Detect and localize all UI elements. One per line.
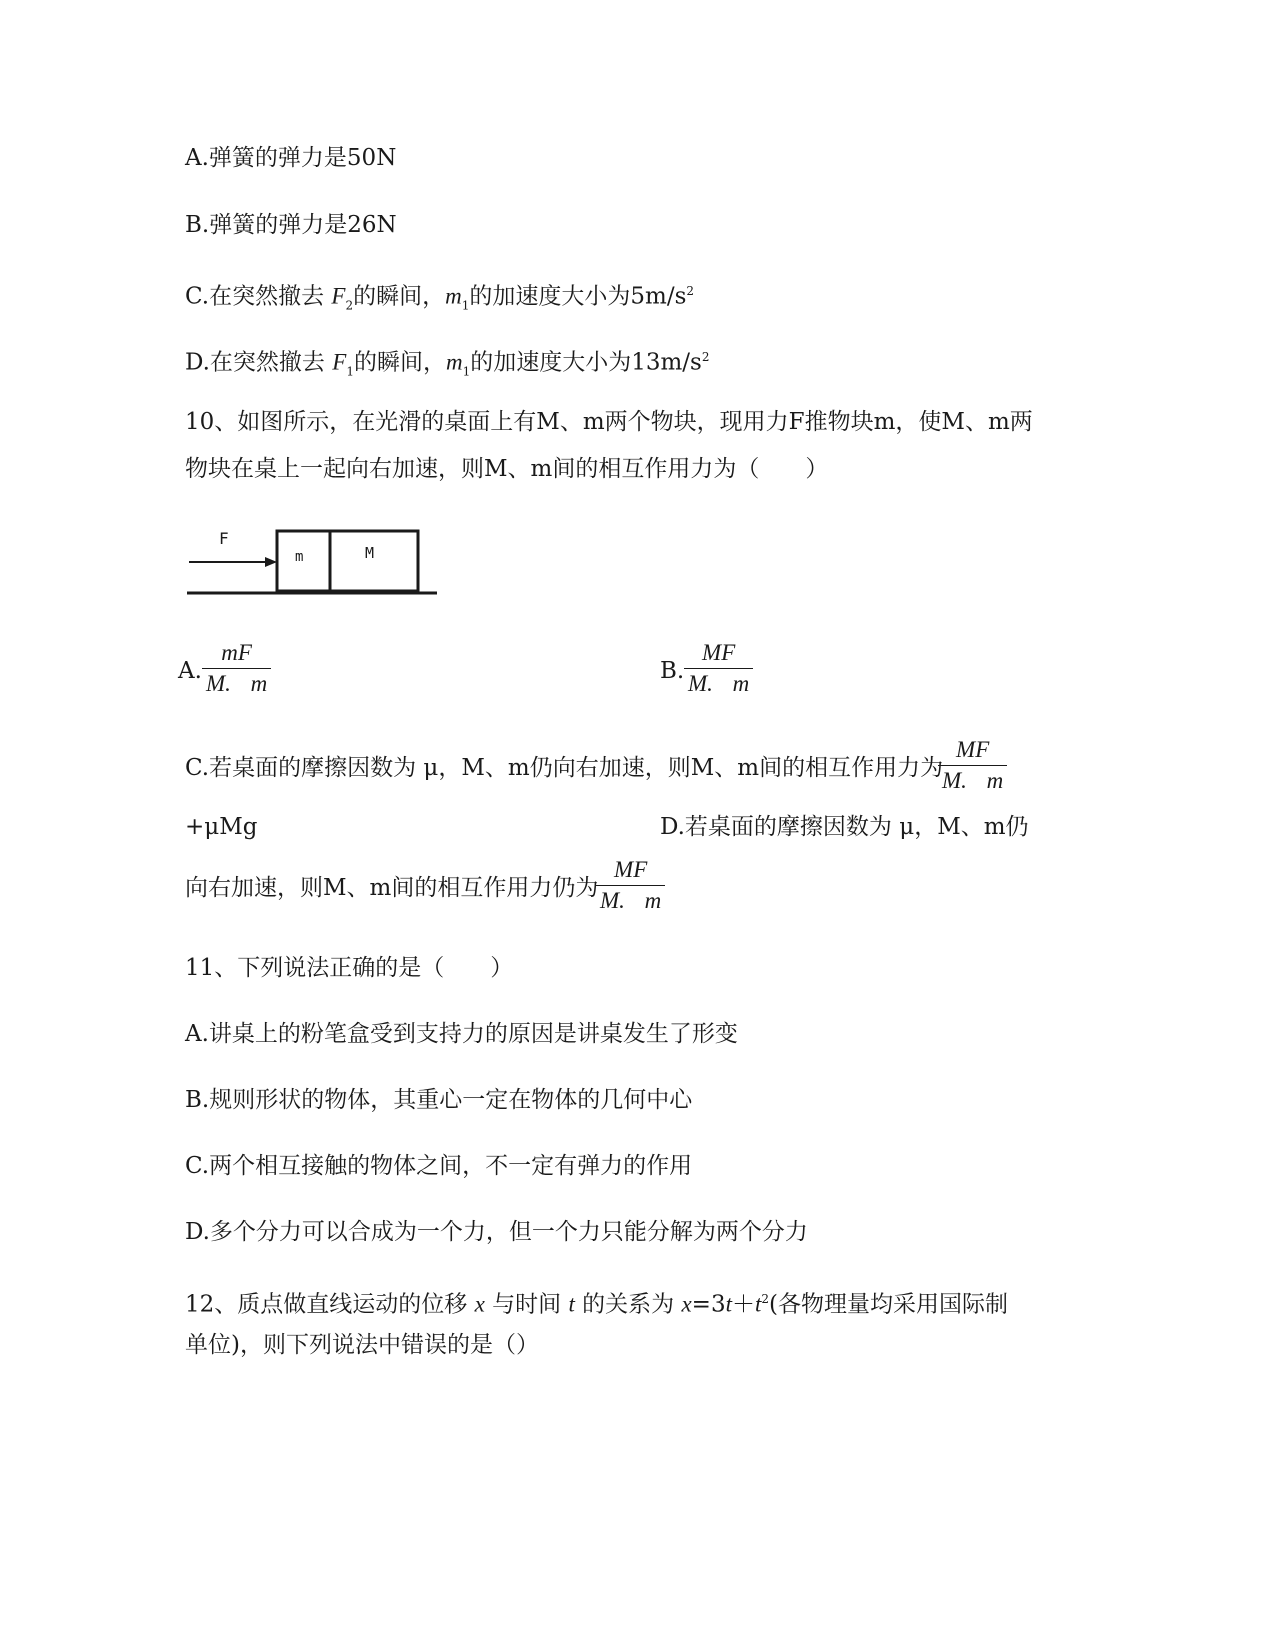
q9-option-a: A.弹簧的弹力是50N	[185, 145, 397, 171]
q9-c-post: 的加速度大小为5m/s	[469, 283, 687, 310]
fraction-denominator: M. m	[600, 888, 662, 913]
fraction-bar	[202, 668, 271, 669]
q12-eq-plus: ＋	[731, 1291, 755, 1318]
q10-stem-line2: 物块在桌上一起向右加速，则M、m间的相互作用力为（ ）	[185, 456, 829, 482]
q10-option-c-tail: +μMg	[185, 814, 258, 840]
q9-d-post: 的加速度大小为13m/s	[470, 349, 702, 376]
q9-d-mass-sub: 1	[462, 364, 471, 379]
q9-d-force: F	[332, 349, 347, 375]
fraction-denominator: M. m	[942, 768, 1004, 793]
q12-eq-body: =3	[691, 1291, 726, 1318]
q12-eq-t: t	[725, 1291, 732, 1317]
q11-option-b: B.规则形状的物体，其重心一定在物体的几何中心	[185, 1087, 693, 1113]
q10-option-d-line2: 向右加速，则M、m间的相互作用力仍为	[185, 875, 599, 901]
q10-option-b-fraction	[684, 640, 753, 697]
q11-option-c: C.两个相互接触的物体之间，不一定有弹力的作用	[185, 1153, 693, 1179]
q12-mid1: 与时间	[492, 1291, 562, 1318]
q9-option-c	[185, 276, 694, 320]
q9-option-b: B.弹簧的弹力是26N	[185, 212, 397, 238]
force-label: F	[219, 529, 229, 548]
q12-stem-line1	[185, 1284, 1008, 1320]
block-large-label: M	[365, 544, 375, 562]
q10-option-c-text: C.若桌面的摩擦因数为 μ，M、m仍向右加速，则M、m间的相互作用力为	[185, 755, 944, 781]
q10-figure	[185, 518, 445, 608]
q10-option-d-fraction	[596, 857, 665, 914]
q12-mid2: 的关系为	[582, 1291, 675, 1318]
fraction-bar	[684, 668, 753, 669]
q9-c-mass: m	[445, 283, 462, 309]
q10-stem-line1: 10、如图所示，在光滑的桌面上有M、m两个物块，现用力F推物块m，使M、m两	[185, 409, 1033, 435]
q10-option-a-fraction	[202, 640, 271, 697]
q12-pre: 12、质点做直线运动的位移	[185, 1291, 468, 1318]
q11-option-d: D.多个分力可以合成为一个力，但一个力只能分解为两个分力	[185, 1219, 808, 1245]
q9-option-d	[185, 342, 710, 386]
block-small	[277, 531, 330, 591]
fraction-numerator: MF	[614, 857, 648, 882]
q12-eq-x: x	[681, 1291, 692, 1317]
block-small-label: m	[295, 549, 304, 565]
fraction-denominator: M. m	[688, 671, 750, 696]
q9-d-pre: D.在突然撤去	[185, 349, 325, 376]
force-arrow-head	[265, 557, 277, 567]
q11-stem: 11、下列说法正确的是（ ）	[185, 955, 514, 981]
fraction-numerator: MF	[702, 640, 736, 665]
q10-option-c-fraction	[938, 737, 1007, 794]
q9-d-mid: 的瞬间，	[353, 349, 446, 376]
q12-stem-line2: 单位)，则下列说法中错误的是（）	[185, 1332, 539, 1358]
q12-eq-t2: t	[754, 1291, 762, 1317]
q11-option-a: A.讲桌上的粉笔盒受到支持力的原因是讲桌发生了形变	[185, 1021, 738, 1047]
fraction-numerator: mF	[221, 640, 252, 665]
q10-option-a-label: A.	[178, 658, 202, 684]
fraction-bar	[938, 765, 1007, 766]
q12-var-x: x	[474, 1291, 485, 1317]
fraction-bar	[596, 885, 665, 886]
q9-c-mid: 的瞬间，	[353, 283, 446, 310]
q12-var-t: t	[568, 1291, 575, 1317]
q9-d-force-sub: 1	[346, 364, 354, 379]
fraction-numerator: MF	[956, 737, 990, 762]
q12-eq-sup: 2	[761, 1292, 769, 1306]
fraction-denominator: M. m	[206, 671, 268, 696]
q9-c-sup: 2	[686, 284, 695, 298]
q12-post: (各物理量均采用国际制	[769, 1291, 1008, 1318]
q9-c-force-sub: 2	[345, 298, 354, 313]
q9-c-pre: C.在突然撤去	[185, 283, 325, 310]
q10-option-d-text: D.若桌面的摩擦因数为 μ，M、m仍	[660, 814, 1029, 840]
q9-d-mass: m	[445, 349, 463, 375]
q10-option-b-label: B.	[660, 658, 685, 684]
q9-d-sup: 2	[701, 350, 710, 364]
q9-c-force: F	[331, 283, 346, 309]
q9-c-mass-sub: 1	[461, 298, 470, 313]
